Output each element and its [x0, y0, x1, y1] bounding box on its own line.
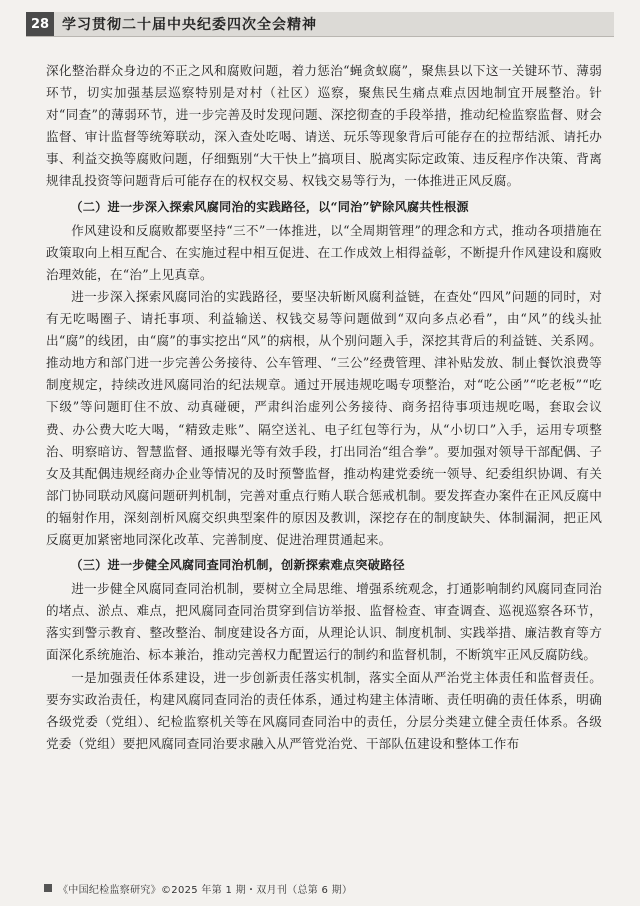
body-paragraph: 作风建设和反腐败都要坚持“三不”一体推进，以“全周期管理”的理念和方式，推动各项措施在政策取向上相互配合、在实施过程中相互促进、在工作成效上相得益彰，不断提升作风建设和腐败治理效能，在“治”上见真章。 — [46, 222, 602, 282]
body-paragraph: 深化整治群众身边的不正之风和腐败问题，着力惩治“蝇贪蚁腐”，聚焦县以下这一关键环节、薄弱环节，切实加强基层巡察特别是对村（社区）巡察，聚焦民生痛点难点因地制宜开展整治。针对“同查”的薄弱环节，进一步完善及时发现问题、深挖彻查的手段举措，推动纪检监察监督、财会监督、审计监督等统筹联动，深入查处吃喝、请送、玩乐等现象背后可能存在的拉帮结派、请托办事、利益交换等腐败问题，仔细甄别“大干快上”搞项目、脱离实际定政策、违反程序作决策、背离规律乱投资等问题背后可能存在的权权交易、权钱交易等行为，一体推进正风反腐。 — [46, 63, 602, 189]
running-header — [26, 12, 614, 37]
article-body — [46, 60, 602, 755]
page-number: 28 — [26, 12, 54, 36]
square-bullet-icon — [44, 884, 52, 892]
section-subheading: （二）进一步深入探索风腐同治的实践路径，以“同治”铲除风腐共性根源 — [70, 199, 469, 214]
section-subheading: （三）进一步健全风腐同查同治机制，创新探索难点突破路径 — [70, 558, 405, 573]
running-header-title: 学习贯彻二十届中央纪委四次全会精神 — [62, 17, 317, 33]
body-paragraph: 进一步深入探索风腐同治的实践路径，要坚决斩断风腐利益链，在查处“四风”问题的同时，对有无吃喝圈子、请托事项、利益输送、权钱交易等问题做到“双向多点必看”，由“风”的线头扯出“腐”的线团，由“腐”的事实挖出“风”的病根，从个别问题入手，深挖其背后的利益链、关系网。推动地方和部门进一步完善公务接待、公车管理、“三公”经费管理、津补贴发放、制止餐饮浪费等制度规定，持续改进风腐同治的纪法规章。通过开展违规吃喝专项整治，对“吃公函”“吃老板”“吃下级”等问题盯住不放、动真碰硬，严肃纠治虚列公务接待、商务招待事项违规吃喝，套取会议费、办公费大吃大喝，“精致走账”、隔空送礼、电子红包等行为，从“小切口”入手，运用专项整治、明察暗访、智慧监督、通报曝光等有效手段，打出同治“组合拳”。要加强对领导干部配偶、子女及其配偶违规经商办企业等情况的及时预警监督，推动构建党委统一领导、纪委组织协调、有关部门协同联动风腐问题研判机制，完善对重点行贿人联合惩戒机制。要发挥查办案件在正风反腐中的辐射作用，深刻剖析风腐交织典型案件的原因及教训，深挖存在的制度缺失、体制漏洞，把正风反腐更加紧密地同深化改革、完善制度、促进治理贯通起来。 — [46, 288, 602, 547]
journal-citation: 《中国纪检监察研究》©2025 年第 1 期・双月刊（总第 6 期） — [58, 884, 353, 896]
body-paragraph: 一是加强责任体系建设，进一步创新责任落实机制，落实全面从严治党主体责任和监督责任。要夯实政治责任，构建风腐同查同治的责任体系，通过构建主体清晰、责任明确的责任体系，明确各级党委（党组）、纪检监察机关等在风腐同查同治中的责任，分层分类建立健全责任体系。各级党委（党组）要把风腐同查同治要求融入从严管党治党、干部队伍建设和整体工作布 — [46, 669, 602, 751]
page-footer — [44, 880, 352, 896]
body-paragraph: 进一步健全风腐同查同治机制，要树立全局思维、增强系统观念，打通影响制约风腐同查同治的堵点、淤点、难点，把风腐同查同治贯穿到信访举报、监督检查、审查调查、巡视巡察各环节，落实到警示教育、整改整治、制度建设各方面，从理论认识、制度机制、实践举措、廉洁教育等方面深化系统施治、标本兼治，推动完善权力配置运行的制约和监督机制，不断筑牢正风反腐防线。 — [46, 581, 602, 663]
